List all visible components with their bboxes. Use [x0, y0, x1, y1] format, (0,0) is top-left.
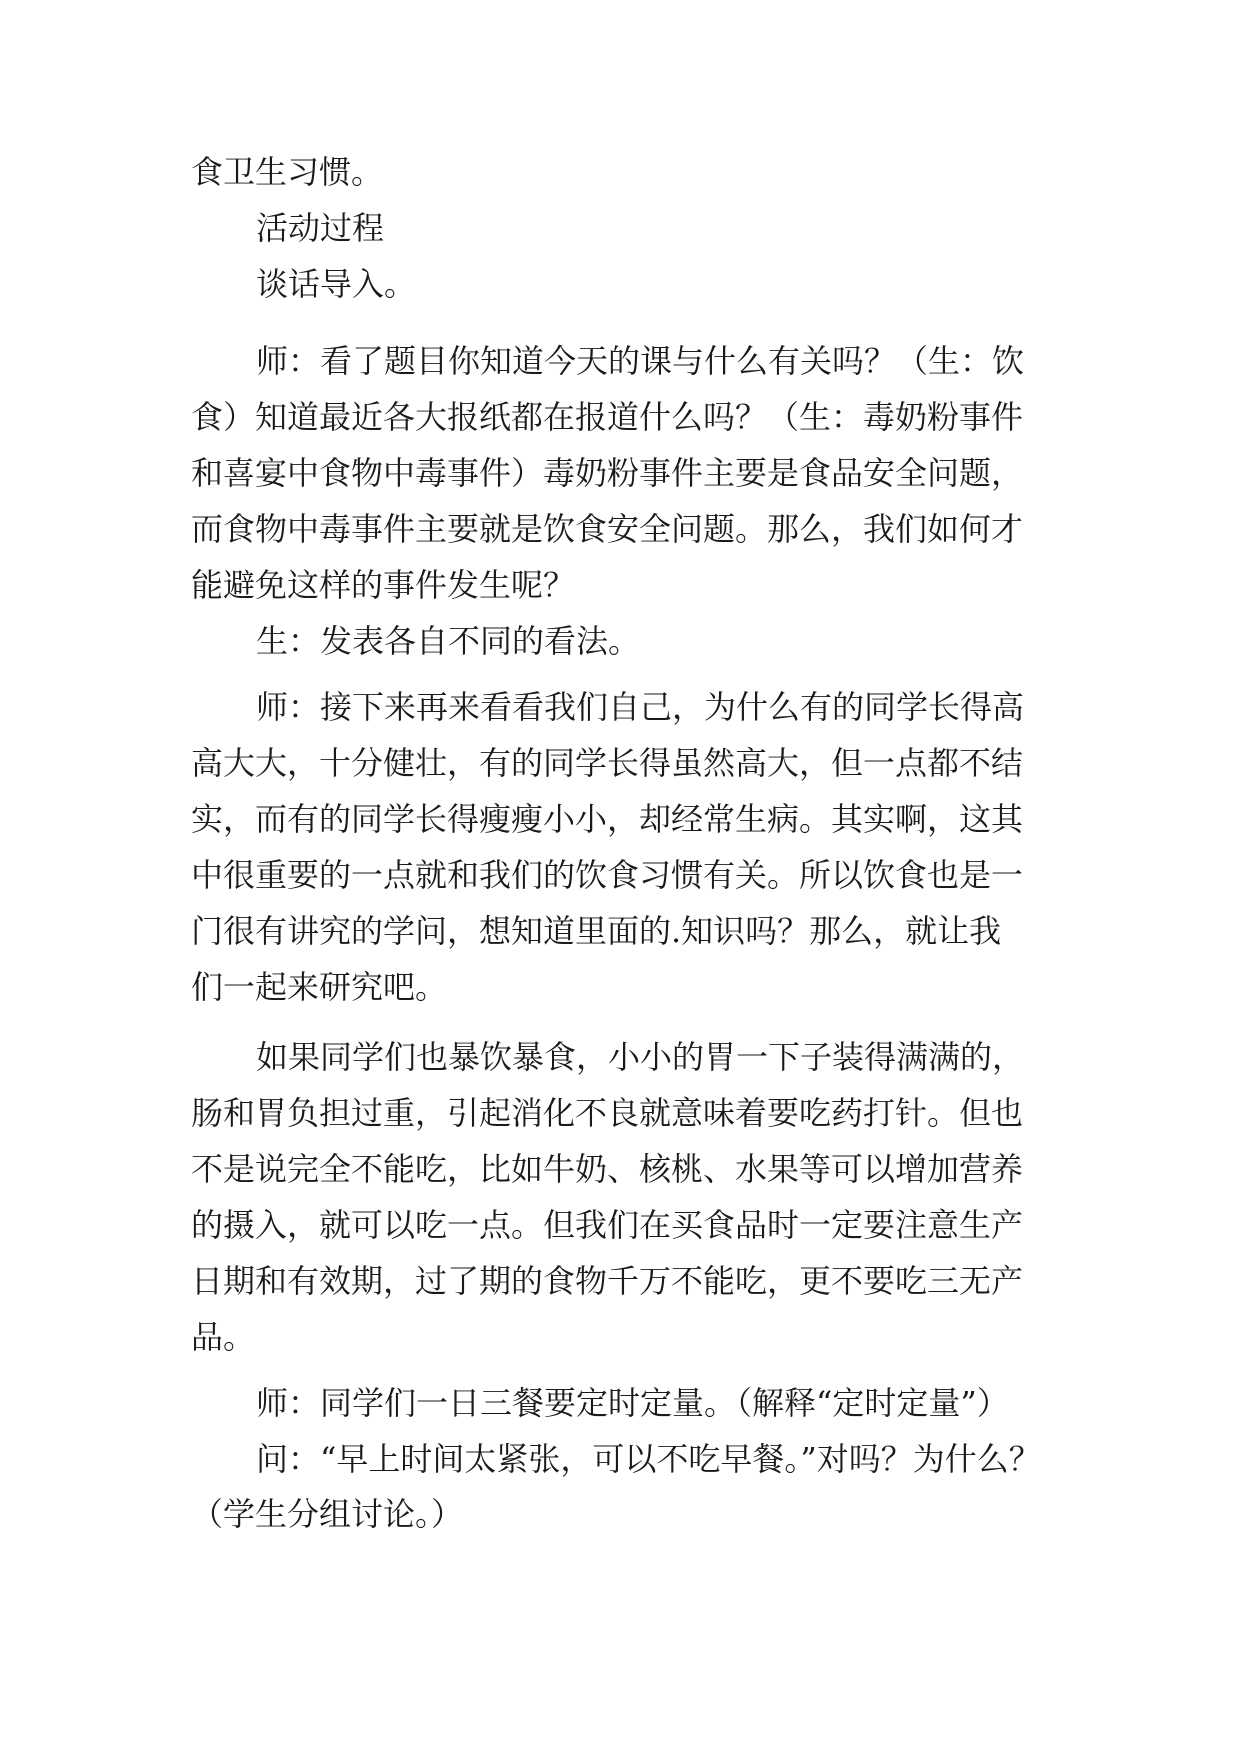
text-line: 食卫生习惯。: [191, 153, 384, 191]
text-line: 品。: [191, 1318, 256, 1356]
text-line: 肠和胃负担过重，引起消化不良就意味着要吃药打针。但也: [191, 1094, 1024, 1132]
text-line: 师：接下来再来看看我们自己，为什么有的同学长得高: [256, 688, 1025, 726]
text-line: 们一起来研究吧。: [191, 968, 448, 1006]
text-line: 日期和有效期，过了期的食物千万不能吃，更不要吃三无产: [191, 1262, 1024, 1300]
text-line: 中很重要的一点就和我们的饮食习惯有关。所以饮食也是一: [191, 856, 1024, 894]
text-line: 和喜宴中食物中毒事件）毒奶粉事件主要是食品安全问题，: [191, 454, 1024, 492]
text-line: 门很有讲究的学问，想知道里面的.知识吗？那么，就让我: [191, 912, 1002, 950]
text-line: 食）知道最近各大报纸都在报道什么吗？（生：毒奶粉事件: [191, 398, 1024, 436]
text-line: 实，而有的同学长得瘦瘦小小，却经常生病。其实啊，这其: [191, 800, 1024, 838]
text-line: （学生分组讨论。）: [191, 1495, 464, 1533]
text-line: 师：看了题目你知道今天的课与什么有关吗？（生：饮: [256, 342, 1025, 380]
text-line: 如果同学们也暴饮暴食，小小的胃一下子装得满满的，: [256, 1038, 1025, 1076]
text-line: 高大大，十分健壮，有的同学长得虽然高大，但一点都不结: [191, 744, 1024, 782]
text-line: 能避免这样的事件发生呢？: [191, 566, 576, 604]
text-line: 的摄入，就可以吃一点。但我们在买食品时一定要注意生产: [191, 1206, 1024, 1244]
section-heading: 活动过程: [256, 209, 385, 247]
text-line: 问：“早上时间太紧张，可以不吃早餐。”对吗？为什么？: [256, 1440, 1041, 1478]
text-line: 而食物中毒事件主要就是饮食安全问题。那么，我们如何才: [191, 510, 1024, 548]
text-line: 师：同学们一日三餐要定时定量。（解释“定时定量”）: [256, 1384, 1009, 1422]
text-line: 不是说完全不能吃，比如牛奶、核桃、水果等可以增加营养: [191, 1150, 1024, 1188]
section-heading: 谈话导入。: [256, 265, 417, 303]
text-line: 生：发表各自不同的看法。: [256, 622, 641, 660]
